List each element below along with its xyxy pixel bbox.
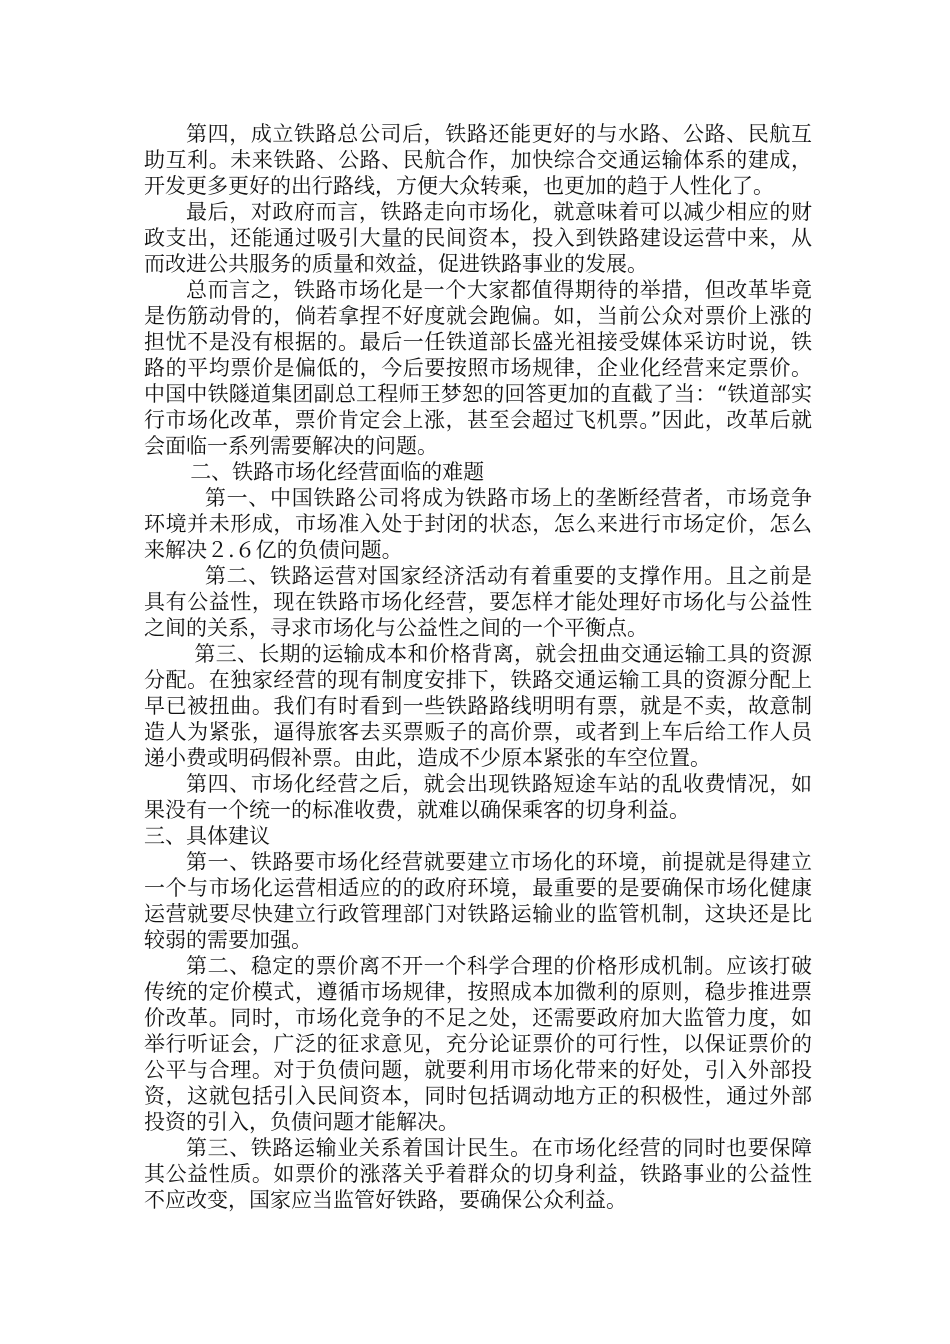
document-body — [144, 121, 812, 1213]
paragraph-suggestion-3: 第三、铁路运输业关系着国计民生。在市场化经营的同时也要保障其公益性质。如票价的涨落关乎着群众的切身利益，铁路事业的公益性不应改变，国家应当监管好铁路，要确保公众利益。 — [144, 1136, 812, 1212]
paragraph-difficulty-4: 第四、市场化经营之后，就会出现铁路短途车站的乱收费情况，如果没有一个统一的标准收费，就难以确保乘客的切身利益。 — [144, 772, 812, 822]
section-heading-suggestions: 三、具体建议 — [144, 824, 270, 848]
paragraph-suggestion-1: 第一、铁路要市场化经营就要建立市场化的环境，前提就是得建立一个与市场化运营相适应的的政府环境，最重要的是要确保市场化健康运营就要尽快建立行政管理部门对铁路运输业的监管机制，这块还是比较弱的需要加强。 — [144, 850, 812, 952]
section-heading-difficulties: 二、铁路市场化经营面临的难题 — [190, 460, 485, 484]
paragraph-suggestion-2: 第二、稳定的票价离不开一个科学合理的价格形成机制。应该打破传统的定价模式，遵循市场规律，按照成本加微利的原则，稳步推进票价改革。同时，市场化竞争的不足之处，还需要政府加大监管力度，如举行听证会，广泛的征求意见，充分论证票价的可行性，以保证票价的公平与合理。对于负债问题，就要利用市场化带来的好处，引入外部投资，这就包括引入民间资本，同时包括调动地方正的积极性，通过外部投资的引入，负债问题才能解决。 — [144, 954, 812, 1134]
paragraph-finally-government: 最后，对政府而言，铁路走向市场化，就意味着可以减少相应的财政支出，还能通过吸引大量的民间资本，投入到铁路建设运营中来，从而改进公共服务的质量和效益，促进铁路事业的发展。 — [144, 200, 812, 276]
paragraph-in-summary: 总而言之，铁路市场化是一个大家都值得期待的举措，但改革毕竟是伤筋动骨的，倘若拿捏不好度就会跑偏。如，当前公众对票价上涨的担忧不是没有根据的。最后一任铁道部长盛光祖接受媒体采访时说，铁路的平均票价是偏低的，今后要按照市场规律，企业化经营来定票价。中国中铁隧道集团副总工程师王梦恕的回答更加的直截了当：“铁道部实行市场化改革，票价肯定会上涨，甚至会超过飞机票。”因此，改革后就会面临一系列需要解决的问题。 — [144, 278, 812, 458]
paragraph-difficulty-3: 第三、长期的运输成本和价格背离，就会扭曲交通运输工具的资源分配。在独家经营的现有制度安排下，铁路交通运输工具的资源分配上早已被扭曲。我们有时看到一些铁路路线明明有票，就是不卖，故意制造人为紧张，逼得旅客去买票贩子的高价票，或者到上车后给工作人员递小费或明码假补票。由此，造成不少原本紧张的车空位置。 — [144, 642, 812, 770]
paragraph-fourth-benefit: 第四，成立铁路总公司后，铁路还能更好的与水路、公路、民航互助互利。未来铁路、公路、民航合作，加快综合交通运输体系的建成，开发更多更好的出行路线，方便大众转乘，也更加的趋于人性化了。 — [144, 122, 812, 198]
paragraph-difficulty-1: 第一、中国铁路公司将成为铁路市场上的垄断经营者，市场竞争环境并未形成，市场准入处于封闭的状态，怎么来进行市场定价，怎么来解决２.６亿的负债问题。 — [144, 486, 812, 562]
paragraph-difficulty-2: 第二、铁路运营对国家经济活动有着重要的支撑作用。且之前是具有公益性，现在铁路市场化经营，要怎样才能处理好市场化与公益性之间的关系，寻求市场化与公益性之间的一个平衡点。 — [144, 564, 812, 640]
